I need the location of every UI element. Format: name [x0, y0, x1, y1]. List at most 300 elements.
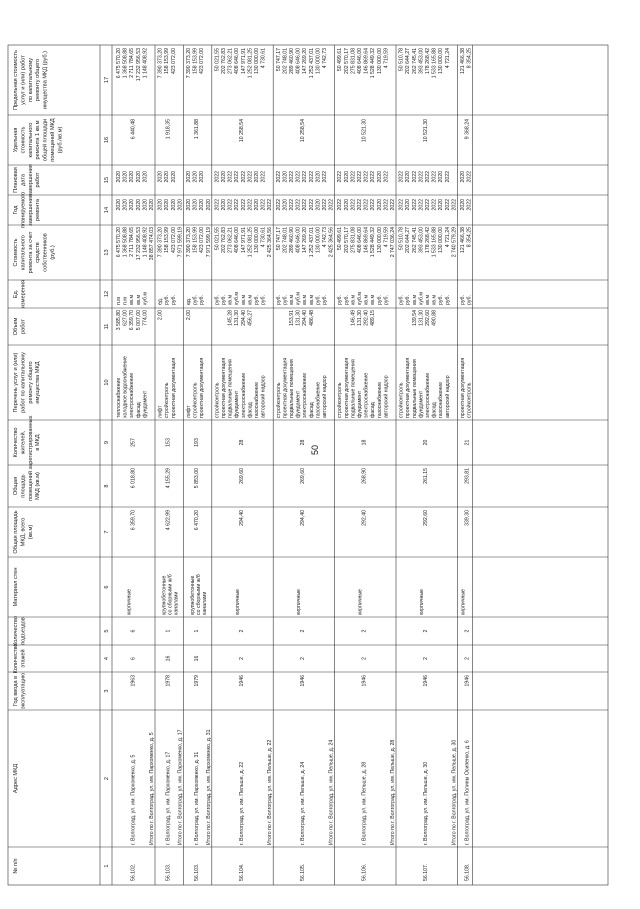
work-limit: 1 148 408,92: [142, 48, 149, 79]
header-cell-text: Общая: [13, 476, 19, 496]
work-cost: 275 831,08: [350, 227, 357, 253]
work-date: 2022: [398, 171, 405, 183]
work-year: 2022: [295, 199, 302, 211]
header-cell-text: планируемого: [20, 191, 27, 229]
work-cost: 178 268,42: [425, 227, 431, 253]
work-name: фундамент: [418, 390, 425, 418]
header-cell-text: измерения: [20, 279, 27, 309]
row-entrances: 2: [300, 629, 307, 633]
header-cell-text: Количество: [13, 615, 19, 647]
work-limit: 50 747,17: [275, 48, 282, 72]
work-limit: 50 499,61: [337, 48, 344, 72]
work-date: 2022: [275, 171, 282, 183]
header-cell-text: (кв.м): [27, 524, 34, 540]
work-limit: 178 268,42: [425, 48, 431, 74]
row-number: 56.103.: [165, 863, 172, 881]
work-limit: 1 252 081,25: [247, 48, 254, 79]
work-cost: 130 000,00: [438, 227, 445, 253]
column-number: 4: [104, 656, 110, 661]
row-area-rooms: 6 018,80: [130, 468, 137, 489]
work-date: 2020: [116, 171, 122, 183]
header-cell-text: имущества МКД: [35, 361, 42, 404]
row-area-rooms: 268,90: [361, 468, 368, 484]
row-area-total: 339,30: [464, 510, 471, 526]
total-label: Итого по г. Волгоград, ул. им. Пельше, д. 30: [451, 739, 458, 845]
header-cell-text: по капитальному: [27, 57, 34, 103]
row-wall: крупнобетонные: [189, 575, 196, 615]
work-unit: руб.: [221, 295, 227, 305]
work-volume: 139,54: [411, 310, 418, 326]
work-year: 2022: [227, 199, 234, 211]
row-year: 1978: [165, 675, 172, 687]
work-year: 2022: [337, 199, 344, 211]
work-name: электроснабжение: [302, 372, 309, 418]
row-area-rooms: 269,60: [238, 468, 245, 484]
row-area-total: 294,40: [300, 510, 307, 526]
work-name: проектная документация: [343, 357, 350, 418]
header-cell-text: Стоимость: [13, 238, 19, 267]
row-address: г. Волгоград, ул. им. Полины Осипенко, д. 6: [464, 740, 471, 845]
column-number: 2: [104, 776, 110, 781]
work-unit: кв.м: [240, 294, 247, 305]
work-unit: ед.: [157, 297, 164, 305]
column-number: 5: [104, 629, 110, 633]
work-unit: кв.м: [247, 294, 254, 305]
row-unit-cost: 1 918,35: [165, 119, 172, 140]
work-limit: 1 368 508,88: [122, 48, 129, 79]
work-limit: 7 390 373,20: [186, 48, 192, 79]
total-cost: 2 740 579,29: [451, 227, 458, 258]
row-entrances: 2: [361, 629, 368, 633]
work-volume: 627,00: [122, 310, 129, 326]
work-name: лифт: [157, 405, 164, 418]
work-cost: 146 869,64: [363, 227, 370, 253]
work-date: 2020: [170, 171, 177, 183]
row-unit-cost: 10 258,54: [300, 119, 307, 143]
row-wall: кирпичные: [234, 589, 241, 615]
column-number: 3: [104, 689, 110, 693]
work-year: 2020: [315, 199, 322, 211]
work-year: 2020: [164, 199, 171, 211]
row-number: 56.106.: [361, 863, 368, 881]
row-unit-cost: 10 521,30: [423, 119, 429, 143]
work-limit: 202 644,27: [405, 48, 412, 74]
work-name: подвальные помещения: [411, 359, 418, 418]
work-limit: 202 762,83: [221, 48, 227, 74]
work-year: 2020: [254, 199, 260, 211]
row-number: 56.102.: [130, 863, 137, 881]
table-group: [8, 45, 608, 885]
column-number: 14: [104, 206, 110, 214]
row-entrances: 1: [193, 629, 200, 633]
row-wall: кирпичные: [357, 589, 364, 615]
work-limit: 7 390 373,20: [157, 48, 164, 79]
work-date: 2022: [411, 171, 418, 183]
work-unit: руб.: [376, 295, 383, 305]
row-unit-cost: 10 258,54: [238, 119, 245, 143]
work-date: 2020: [282, 171, 289, 183]
row-year: 1946: [238, 675, 245, 687]
header-cell-text: МКД (кв.м): [35, 472, 42, 500]
work-unit: руб.: [460, 295, 466, 305]
work-unit: руб.: [398, 295, 405, 305]
work-name: фундамент: [142, 390, 149, 418]
header-cell-text: МКД, всего: [20, 517, 27, 547]
work-date: 2020: [376, 171, 383, 183]
work-limit: 408 646,00: [357, 48, 363, 74]
work-name: проектная документация: [199, 357, 206, 418]
column-number: 9: [104, 440, 110, 445]
row-wall: со сборными ж/б: [167, 574, 174, 615]
row-wall: каналами: [201, 591, 208, 615]
work-limit: 130 000,00: [254, 48, 260, 74]
row-residents: 20: [423, 439, 429, 446]
work-name: стройконтроль: [466, 382, 473, 418]
row-year: 1946: [361, 675, 368, 687]
total-cost: 2 425 364,56: [328, 227, 335, 258]
row-area-rooms: 269,60: [300, 468, 307, 484]
work-date: 2020: [405, 171, 412, 183]
work-limit: 202 570,17: [343, 48, 350, 74]
work-unit: руб.: [438, 295, 445, 305]
work-cost: 158 153,99: [164, 227, 171, 253]
work-name: газоснабжение: [438, 381, 445, 418]
header-cell-text: Материал стен: [13, 567, 19, 607]
work-year: 2020: [157, 199, 164, 211]
work-limit: 50 021,55: [214, 48, 221, 72]
row-year: 1963: [130, 675, 137, 687]
work-cost: 408 646,00: [234, 227, 241, 253]
work-unit: руб.: [214, 295, 221, 305]
work-year: 2022: [247, 199, 254, 211]
work-cost: 4 730,61: [260, 227, 267, 248]
work-year: 2020: [343, 199, 350, 211]
work-date: 2022: [383, 171, 390, 183]
work-unit: кв.м: [129, 294, 136, 305]
row-area-total: 292,60: [423, 510, 429, 526]
header-cell-text: имущества МКД (руб.): [42, 50, 49, 110]
work-unit: кв.м: [370, 294, 377, 305]
total-year: 2020: [149, 199, 155, 211]
header-cell-text: работ по капитальному: [20, 352, 27, 413]
work-unit: руб.: [192, 295, 199, 305]
header-cell-text: Ед.: [13, 289, 19, 299]
work-name: электроснабжение: [129, 372, 136, 418]
work-date: 2022: [322, 171, 328, 183]
header-cell-text: завершения: [27, 164, 34, 196]
work-unit: кв.м: [289, 294, 295, 305]
work-volume: 131,30: [295, 310, 302, 326]
work-limit: 8 354,25: [466, 48, 473, 69]
work-unit: ед.: [186, 297, 192, 305]
work-unit: руб.: [254, 295, 260, 305]
header-cell-text: площадь: [20, 474, 27, 498]
work-date: 2020: [135, 171, 142, 183]
header-cell-text: стоимость: [20, 126, 27, 154]
header-cell-text: (руб.): [50, 245, 56, 260]
row-unit-cost: 1 361,88: [193, 119, 200, 140]
row-year: 1946: [423, 675, 429, 687]
work-cost: 6 475 570,20: [116, 227, 122, 258]
work-unit: кв.м: [135, 294, 142, 305]
row-residents: 18: [361, 439, 368, 446]
work-date: 2022: [418, 171, 425, 183]
work-year: 2022: [357, 199, 363, 211]
work-name: проектная документация: [282, 357, 289, 418]
work-date: 2020: [129, 171, 136, 183]
work-cost: 4 719,59: [383, 227, 390, 248]
work-name: стройконтроль: [275, 382, 282, 418]
work-volume: 774,00: [142, 310, 149, 326]
header-cell-text: капитального: [20, 235, 27, 270]
row-residents: 193: [193, 438, 200, 447]
work-year: 2020: [460, 199, 466, 211]
header-cell-text: подъездов: [20, 617, 27, 645]
row-floors: 16: [165, 655, 172, 662]
row-area-total: 4 622,99: [165, 510, 172, 531]
total-year: 2020: [177, 199, 184, 211]
total-cost: 2 747 036,24: [390, 227, 396, 258]
work-limit: 1 528 449,32: [370, 48, 377, 79]
row-entrances: 2: [238, 629, 245, 633]
row-address: г. Волгоград, ул. им. Пельше, д. 30: [423, 761, 429, 845]
work-name: фундамент: [295, 390, 302, 418]
column-number: 13: [104, 249, 110, 256]
work-cost: 273 062,21: [227, 227, 234, 253]
work-name: проектная документация: [170, 357, 177, 418]
work-limit: 130 000,00: [315, 48, 322, 74]
work-date: 2020: [221, 171, 227, 183]
row-number: 56.107.: [423, 863, 429, 881]
row-year: 1946: [464, 675, 471, 687]
work-year: 2022: [418, 199, 425, 211]
work-name: фундамент: [357, 390, 363, 418]
work-limit: 4 742,73: [322, 48, 328, 69]
work-limit: 275 831,08: [350, 48, 357, 74]
row-wall: кирпичные: [296, 589, 303, 615]
work-cost: 408 646,00: [357, 227, 363, 253]
work-year: 2020: [405, 199, 412, 211]
row-area-total: 6 359,70: [130, 510, 137, 531]
work-cost: 4 742,73: [322, 227, 328, 248]
work-year: 2020: [135, 199, 142, 211]
total-cost: 7 971 599,19: [205, 227, 212, 258]
work-year: 2020: [438, 199, 445, 211]
work-name: фундамент: [234, 390, 241, 418]
total-label: Итого по г. Волгоград, ул. им. Пархоменко, д. 5: [149, 732, 155, 845]
work-year: 2020: [129, 199, 136, 211]
work-name: стройконтроль: [164, 382, 171, 418]
work-volume: 3 585,80: [116, 310, 122, 331]
header-cell-text: жителей,: [20, 430, 27, 455]
column-number: 7: [104, 530, 110, 534]
work-limit: 2 711 784,65: [129, 48, 136, 78]
work-cost: 147 971,91: [240, 227, 247, 253]
work-date: 2022: [308, 171, 315, 183]
work-limit: 423 072,00: [199, 48, 206, 74]
work-limit: 423 072,00: [170, 48, 177, 74]
column-number: 6: [104, 585, 110, 589]
work-volume: 5 007,00: [135, 310, 142, 331]
work-cost: 130 000,00: [254, 227, 260, 253]
work-cost: 1 148 408,92: [142, 227, 149, 258]
work-cost: 130 000,00: [376, 227, 383, 253]
work-unit: руб.: [260, 295, 267, 305]
row-number: 56.104.: [238, 863, 245, 881]
row-wall: со сборными ж/б: [195, 574, 202, 615]
work-volume: 456,27: [247, 310, 254, 326]
header-cell-text: работ: [20, 319, 27, 334]
work-date: 2022: [214, 171, 221, 183]
work-name: фасад: [247, 402, 254, 418]
work-cost: 202 644,27: [405, 227, 412, 253]
work-volume: 145,28: [227, 310, 234, 326]
work-unit: руб.: [315, 295, 322, 305]
total-label: Итого по г. Волгоград, ул. им. Пельше, д. 22: [267, 739, 274, 845]
work-cost: 8 354,25: [466, 227, 473, 248]
work-unit: руб.: [199, 295, 206, 305]
work-name: холодное водоснабжение: [122, 356, 129, 418]
row-number: 56.103.: [193, 863, 200, 881]
work-cost: 1 252 081,25: [247, 227, 254, 258]
work-year: 2022: [275, 199, 282, 211]
header-cell-text: Перечень услуг и (или): [13, 352, 19, 413]
work-limit: 147 269,20: [302, 48, 309, 74]
column-number: 10: [104, 379, 110, 386]
row-floors: 16: [193, 655, 200, 662]
work-name: газоснабжение: [315, 381, 322, 418]
work-limit: 1 252 437,01: [308, 48, 315, 79]
work-cost: 2 711 784,65: [129, 227, 136, 257]
work-cost: 202 762,83: [221, 227, 227, 253]
work-year: 2022: [350, 199, 357, 211]
work-date: 2022: [466, 171, 473, 183]
work-date: 2022: [370, 171, 377, 183]
work-year: 2020: [221, 199, 227, 211]
work-date: 2022: [357, 171, 363, 183]
header-cell-text: капитального: [27, 122, 34, 158]
work-cost: 17 232 956,53: [135, 227, 142, 261]
total-cost: 38 857 474,03: [149, 227, 155, 261]
work-name: лифт: [186, 405, 192, 418]
work-limit: 6 475 570,20: [116, 48, 122, 79]
work-volume: 486,48: [308, 310, 315, 326]
work-volume: 294,40: [240, 310, 247, 326]
row-area-total: 294,40: [238, 510, 245, 526]
header-cell-text: помещений МКД: [50, 118, 56, 162]
work-volume: 131,30: [357, 310, 363, 326]
work-name: проектная документация: [221, 357, 227, 418]
work-name: авторский надзор: [260, 375, 267, 418]
row-address: г. Волгоград, ул. им. Пельше, д. 24: [300, 761, 307, 845]
row-floors: 2: [361, 657, 368, 660]
row-number: 56.108.: [464, 863, 471, 881]
work-name: подвальные помещения: [227, 359, 234, 418]
row-residents: 28: [238, 439, 245, 446]
work-cost: 7 390 373,20: [157, 227, 164, 258]
row-wall: крупнобетонные: [161, 575, 168, 615]
work-year: 2022: [370, 199, 377, 211]
work-year: 2020: [282, 199, 289, 211]
work-limit: 408 646,00: [295, 48, 302, 74]
row-area-rooms: 4 155,29: [165, 468, 172, 489]
work-date: 2022: [240, 171, 247, 183]
work-date: 2022: [227, 171, 234, 183]
work-limit: 17 232 956,53: [135, 48, 142, 82]
row-area-total: 292,40: [361, 510, 368, 526]
work-year: 2020: [192, 199, 199, 211]
header-cell-text: Количество: [13, 427, 19, 458]
work-cost: 50 499,61: [337, 227, 344, 251]
work-date: 2022: [295, 171, 302, 183]
work-cost: 1 252 437,01: [308, 227, 315, 258]
work-limit: 4 721,24: [444, 48, 451, 69]
work-name: стройконтроль: [398, 382, 405, 418]
row-floors: 2: [238, 657, 245, 660]
work-limit: 121 466,38: [460, 48, 466, 74]
work-year: 2022: [444, 199, 451, 211]
row-floors: 2: [464, 657, 471, 660]
work-cost: 408 646,00: [295, 227, 302, 253]
work-volume: 2,00: [157, 310, 164, 321]
work-date: 2020: [343, 171, 350, 183]
header-cell-text: ремонту общего: [35, 58, 42, 102]
row-entrances: 1: [165, 629, 172, 633]
work-year: 2020: [142, 199, 149, 211]
work-name: стройконтроль: [337, 382, 344, 418]
header-cell-text: помещений: [27, 470, 34, 502]
work-cost: 1 528 449,32: [370, 227, 377, 258]
work-unit: п.м: [116, 297, 122, 305]
work-year: 2022: [289, 199, 295, 211]
total-cost: 7 971 599,19: [177, 227, 184, 258]
column-number: 15: [104, 176, 110, 184]
total-label: Итого по г. Волгоград, ул. им. Пархоменко, д. 17: [177, 729, 184, 845]
header-cell-text: Общая площадь: [13, 510, 19, 554]
row-residents: 257: [130, 438, 137, 447]
row-number: 56.105.: [300, 863, 307, 881]
row-wall: кирпичные: [419, 589, 425, 615]
header-cell-text: Адрес МКД: [13, 763, 19, 794]
work-cost: 1 368 508,88: [122, 227, 129, 258]
work-year: 2022: [214, 199, 221, 211]
header-cell-text: работ: [35, 172, 42, 188]
work-unit: кв.м: [350, 294, 357, 305]
work-year: 2020: [116, 199, 122, 211]
work-date: 2020: [199, 171, 206, 183]
work-name: стройконтроль: [192, 382, 199, 418]
work-year: 2022: [383, 199, 390, 211]
work-date: 2020: [164, 171, 171, 183]
work-limit: 130 000,00: [438, 48, 445, 74]
work-date: 2020: [438, 171, 445, 183]
work-limit: 146 869,64: [363, 48, 370, 74]
work-unit: кв.м: [227, 294, 234, 305]
work-date: 2022: [289, 171, 295, 183]
work-year: 2020: [170, 199, 177, 211]
column-number: 16: [104, 136, 110, 144]
work-cost: 50 510,78: [398, 227, 405, 251]
work-unit: руб.: [383, 295, 390, 305]
work-unit: руб.: [444, 295, 451, 305]
work-date: 2022: [302, 171, 309, 183]
work-cost: 130 000,00: [315, 227, 322, 253]
work-year: 2022: [234, 199, 241, 211]
row-address: г. Волгоград, ул. им. Пархоменко, д. 5: [130, 754, 137, 845]
work-cost: 202 748,01: [282, 227, 289, 253]
column-number: 1: [104, 864, 110, 868]
work-date: 2020: [192, 171, 199, 183]
